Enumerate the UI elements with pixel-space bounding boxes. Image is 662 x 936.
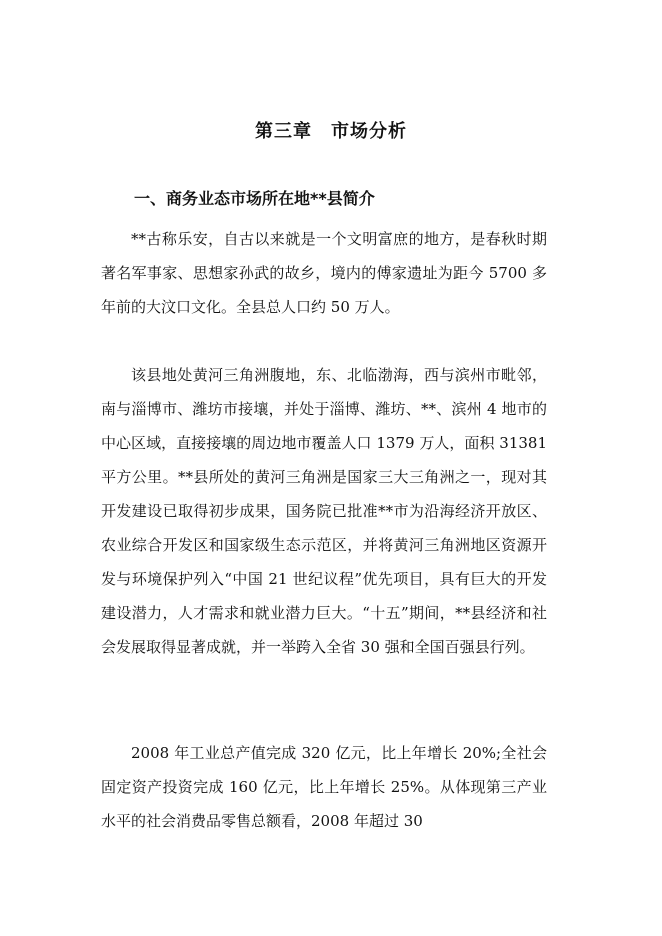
paragraph-economy: 2008 年工业总产值完成 320 亿元，比上年增长 20%;全社会固定资产投资完成 160 亿元，比上年增长 25%。从体现第三产业水平的社会消费品零售总额看，2008 年超过 30: [101, 744, 547, 830]
chapter-title: 第三章 市场分析: [255, 121, 407, 142]
section-heading: 一、商务业态市场所在地**县简介: [134, 189, 375, 208]
paragraph-history: **古称乐安，自古以来就是一个文明富庶的地方，是春秋时期著名军事家、思想家孙武的故乡，境内的傅家遗址为距今 5700 多年前的大汶口文化。全县总人口约 50 万人。: [101, 230, 547, 316]
paragraph-geography: 该县地处黄河三角洲腹地，东、北临渤海，西与滨州市毗邻，南与淄博市、潍坊市接壤，并处于淄博、潍坊、**、滨州 4 地市的中心区域，直接接壤的周边地市覆盖人口 1379 万人，面积 31381 平方公里。**县所处的黄河三角洲是国家三大三角洲之一，现对其开发建设已取得初步成果，国务院已批准**市为沿海经济开放区、农业综合开发区和国家级生态示范区，并将黄河三角洲地区资源开发与环境保护列入“中国 21 世纪议程”优先项目，具有巨大的开发建设潜力，人才需求和就业潜力巨大。“十五”期间，**县经济和社会发展取得显著成就，并一举跨入全省 30 强和全国百强县行列。: [101, 366, 547, 656]
